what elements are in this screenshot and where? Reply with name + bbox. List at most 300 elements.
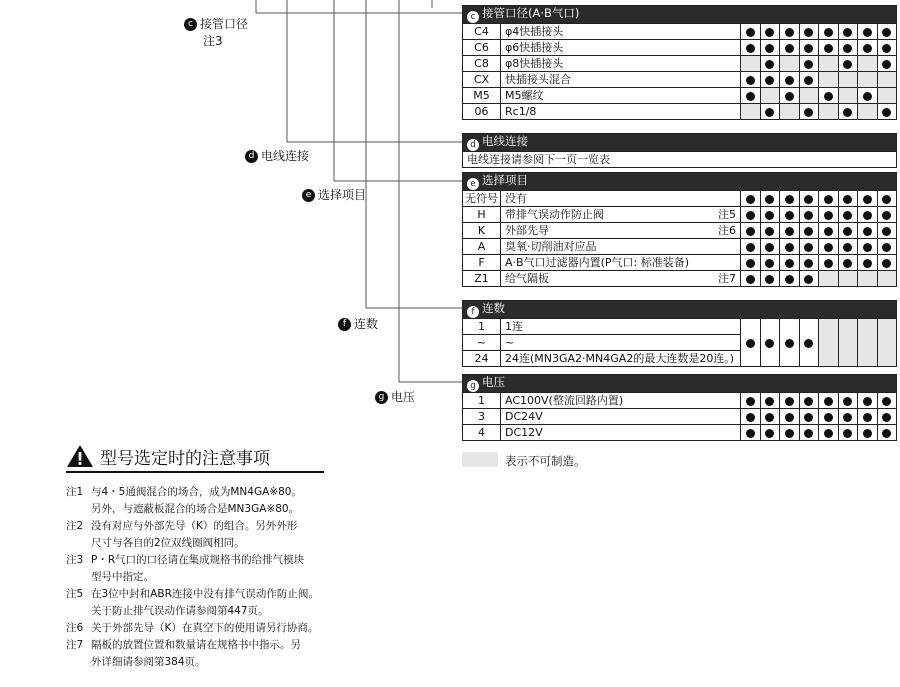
- option-desc-text: DC12V: [505, 426, 543, 439]
- option-desc: [501, 207, 741, 223]
- filled-dot-icon: [882, 44, 891, 53]
- note-item: [66, 518, 366, 552]
- filled-dot-icon: [843, 243, 852, 252]
- filled-dot-icon: [863, 195, 872, 204]
- table-stations: [462, 300, 897, 367]
- availability-cell: [819, 40, 839, 56]
- letter-f-icon: f: [467, 306, 479, 318]
- availability-cell: [858, 319, 878, 367]
- table-row: [463, 207, 897, 223]
- filled-dot-icon: [882, 429, 891, 438]
- note-line: 关于防止排气误动作请参阅第447页。: [91, 605, 269, 617]
- option-desc-text: 外部先导: [505, 224, 549, 237]
- availability-cell: [760, 255, 780, 271]
- option-desc-text: 臭氧·切削油对应品: [505, 240, 597, 253]
- filled-dot-icon: [765, 227, 774, 236]
- availability-cell: [760, 425, 780, 441]
- filled-dot-icon: [746, 397, 755, 406]
- filled-dot-icon: [824, 397, 833, 406]
- availability-cell: [741, 223, 761, 239]
- availability-cell: [858, 104, 878, 120]
- note-line: 外详细请参阅第384页。: [91, 656, 206, 668]
- table-header-e: [463, 173, 897, 191]
- letter-d-icon: d: [467, 139, 479, 151]
- filled-dot-icon: [863, 397, 872, 406]
- filled-dot-icon: [804, 275, 813, 284]
- label-wiring: [245, 149, 309, 163]
- note-body: [91, 586, 366, 620]
- availability-cell: [741, 207, 761, 223]
- letter-g-icon: g: [375, 391, 388, 404]
- option-note: 注6: [718, 224, 736, 237]
- availability-cell: [799, 255, 819, 271]
- note-body: [91, 620, 366, 637]
- filled-dot-icon: [843, 108, 852, 117]
- option-code: F: [463, 255, 501, 271]
- letter-c-icon: c: [184, 18, 197, 31]
- filled-dot-icon: [882, 413, 891, 422]
- table-title-c: 接管口径(A·B气口): [482, 6, 580, 20]
- option-desc: [501, 271, 741, 287]
- table-row: [463, 409, 897, 425]
- note-line: 另外，与遮蔽板混合的场合是MN3GA※80。: [91, 503, 300, 515]
- note-item: [66, 620, 366, 637]
- filled-dot-icon: [804, 28, 813, 37]
- availability-cell: [799, 56, 819, 72]
- availability-cell: [877, 24, 897, 40]
- option-code: 24: [463, 351, 501, 367]
- availability-cell: [838, 88, 858, 104]
- table-title-e: 选择项目: [482, 173, 528, 187]
- legend-swatch: [462, 452, 498, 467]
- availability-cell: [877, 104, 897, 120]
- table-row: [463, 255, 897, 271]
- table-row: [463, 24, 897, 40]
- filled-dot-icon: [746, 92, 755, 101]
- table-row: [463, 152, 897, 168]
- availability-cell: [799, 319, 819, 367]
- availability-cell: [799, 271, 819, 287]
- filled-dot-icon: [785, 211, 794, 220]
- option-desc: 24连(MN3GA2·MN4GA2的最大连数是20连。): [501, 351, 741, 367]
- availability-cell: [819, 255, 839, 271]
- availability-cell: [799, 40, 819, 56]
- availability-cell: [858, 191, 878, 207]
- label-pipe-size: [184, 17, 248, 31]
- availability-cell: [877, 255, 897, 271]
- availability-cell: [799, 72, 819, 88]
- note-body: [91, 637, 366, 671]
- filled-dot-icon: [765, 397, 774, 406]
- availability-cell: [780, 319, 800, 367]
- note-key: 注1: [66, 486, 84, 498]
- availability-cell: [858, 425, 878, 441]
- availability-cell: [799, 88, 819, 104]
- filled-dot-icon: [746, 275, 755, 284]
- label-voltage-text: 电压: [391, 390, 416, 404]
- note-line: 隔板的放置位置和数量请在规格书中指示。另: [91, 639, 301, 651]
- filled-dot-icon: [824, 243, 833, 252]
- filled-dot-icon: [804, 108, 813, 117]
- filled-dot-icon: [785, 243, 794, 252]
- label-stations: [338, 317, 378, 331]
- availability-cell: [838, 425, 858, 441]
- option-desc: [501, 425, 741, 441]
- availability-cell: [838, 104, 858, 120]
- filled-dot-icon: [765, 108, 774, 117]
- filled-dot-icon: [863, 429, 872, 438]
- availability-cell: [799, 425, 819, 441]
- filled-dot-icon: [765, 413, 774, 422]
- availability-cell: [858, 207, 878, 223]
- filled-dot-icon: [765, 429, 774, 438]
- availability-cell: [838, 409, 858, 425]
- availability-cell: [819, 223, 839, 239]
- availability-cell: [741, 72, 761, 88]
- note-key: 注6: [66, 622, 84, 634]
- availability-cell: [858, 255, 878, 271]
- table-row: [463, 239, 897, 255]
- filled-dot-icon: [824, 44, 833, 53]
- option-desc: [501, 88, 741, 104]
- filled-dot-icon: [843, 413, 852, 422]
- availability-cell: [799, 239, 819, 255]
- availability-cell: [877, 207, 897, 223]
- option-note: 注7: [718, 272, 736, 285]
- filled-dot-icon: [824, 92, 833, 101]
- availability-cell: [760, 207, 780, 223]
- option-desc: [501, 409, 741, 425]
- availability-cell: [819, 239, 839, 255]
- filled-dot-icon: [843, 259, 852, 268]
- filled-dot-icon: [824, 195, 833, 204]
- availability-cell: [741, 425, 761, 441]
- filled-dot-icon: [746, 243, 755, 252]
- filled-dot-icon: [785, 339, 794, 348]
- filled-dot-icon: [882, 28, 891, 37]
- filled-dot-icon: [863, 259, 872, 268]
- table-title-f: 连数: [482, 301, 505, 315]
- filled-dot-icon: [746, 211, 755, 220]
- filled-dot-icon: [824, 259, 833, 268]
- availability-cell: [741, 56, 761, 72]
- option-desc-text: 快插接头混合: [505, 73, 571, 86]
- filled-dot-icon: [765, 60, 774, 69]
- availability-cell: [838, 72, 858, 88]
- availability-cell: [760, 191, 780, 207]
- filled-dot-icon: [765, 243, 774, 252]
- availability-cell: [799, 223, 819, 239]
- availability-cell: [819, 409, 839, 425]
- availability-cell: [838, 56, 858, 72]
- table-row: [463, 40, 897, 56]
- availability-cell: [858, 271, 878, 287]
- table-row: [463, 72, 897, 88]
- availability-cell: [760, 88, 780, 104]
- option-desc-text: M5螺纹: [505, 89, 544, 102]
- filled-dot-icon: [882, 259, 891, 268]
- table-row: [463, 191, 897, 207]
- availability-cell: [741, 24, 761, 40]
- availability-cell: [858, 239, 878, 255]
- availability-cell: [877, 72, 897, 88]
- letter-d-icon: d: [245, 150, 258, 163]
- filled-dot-icon: [804, 413, 813, 422]
- filled-dot-icon: [882, 60, 891, 69]
- availability-cell: [741, 88, 761, 104]
- filled-dot-icon: [843, 429, 852, 438]
- filled-dot-icon: [765, 211, 774, 220]
- note-line: 没有对应与外部先导（K）的组合。另外外形: [91, 520, 298, 532]
- availability-cell: [819, 393, 839, 409]
- availability-cell: [780, 24, 800, 40]
- availability-cell: [877, 271, 897, 287]
- table-title-g: 电压: [482, 375, 505, 389]
- availability-cell: [760, 271, 780, 287]
- filled-dot-icon: [804, 397, 813, 406]
- availability-cell: [858, 393, 878, 409]
- availability-cell: [877, 239, 897, 255]
- availability-cell: [780, 239, 800, 255]
- option-desc: [501, 40, 741, 56]
- filled-dot-icon: [882, 211, 891, 220]
- label-pipe-size-note: 注3: [203, 34, 223, 48]
- option-code: C6: [463, 40, 501, 56]
- table-header-c: [463, 6, 897, 24]
- availability-cell: [838, 207, 858, 223]
- availability-cell: [780, 56, 800, 72]
- warning-heading: [66, 441, 324, 473]
- filled-dot-icon: [824, 413, 833, 422]
- availability-cell: [780, 191, 800, 207]
- label-options-text: 选择项目: [318, 188, 367, 202]
- option-code: A: [463, 239, 501, 255]
- availability-cell: [799, 409, 819, 425]
- availability-cell: [760, 104, 780, 120]
- note-item: [66, 586, 366, 620]
- table-pipe-size: [462, 5, 897, 120]
- filled-dot-icon: [863, 243, 872, 252]
- filled-dot-icon: [746, 28, 755, 37]
- availability-cell: [780, 271, 800, 287]
- availability-cell: [741, 393, 761, 409]
- filled-dot-icon: [804, 243, 813, 252]
- option-desc: [501, 239, 741, 255]
- table-row: [463, 223, 897, 239]
- filled-dot-icon: [785, 195, 794, 204]
- availability-cell: [877, 40, 897, 56]
- letter-c-icon: c: [467, 11, 479, 23]
- table-wiring: [462, 133, 897, 168]
- option-desc-text: AC100V(整流回路内置): [505, 394, 624, 407]
- letter-f-icon: f: [338, 318, 351, 331]
- wiring-text: 电线连接请参阅下一页一览表: [463, 152, 897, 168]
- filled-dot-icon: [843, 227, 852, 236]
- filled-dot-icon: [765, 275, 774, 284]
- availability-cell: [799, 191, 819, 207]
- filled-dot-icon: [765, 28, 774, 37]
- table-header-f: [463, 301, 897, 319]
- availability-cell: [858, 223, 878, 239]
- filled-dot-icon: [863, 92, 872, 101]
- option-desc: [501, 223, 741, 239]
- filled-dot-icon: [824, 28, 833, 37]
- filled-dot-icon: [746, 413, 755, 422]
- availability-cell: [858, 88, 878, 104]
- note-line: 型号中指定。: [91, 571, 154, 583]
- filled-dot-icon: [863, 211, 872, 220]
- availability-cell: [780, 223, 800, 239]
- option-desc: [501, 104, 741, 120]
- table-row: [463, 319, 897, 335]
- availability-cell: [838, 24, 858, 40]
- note-item: [66, 637, 366, 671]
- availability-cell: [858, 24, 878, 40]
- note-line: P・R气口的口径请在集成规格书的给排气模块: [91, 554, 305, 566]
- option-desc-text: Rc1/8: [505, 105, 537, 118]
- filled-dot-icon: [882, 195, 891, 204]
- label-pipe-size-text: 接管口径: [200, 17, 249, 31]
- availability-cell: [819, 207, 839, 223]
- filled-dot-icon: [882, 227, 891, 236]
- note-key: 注5: [66, 588, 84, 600]
- filled-dot-icon: [746, 259, 755, 268]
- label-options: [302, 188, 366, 202]
- option-desc-text: φ4快插接头: [505, 25, 564, 38]
- filled-dot-icon: [843, 28, 852, 37]
- filled-dot-icon: [765, 44, 774, 53]
- availability-cell: [819, 425, 839, 441]
- option-code: K: [463, 223, 501, 239]
- table-voltage: [462, 374, 897, 441]
- option-desc: 1连: [501, 319, 741, 335]
- option-desc: [501, 56, 741, 72]
- availability-cell: [780, 393, 800, 409]
- availability-cell: [858, 40, 878, 56]
- availability-cell: [838, 255, 858, 271]
- option-code: C4: [463, 24, 501, 40]
- availability-cell: [858, 409, 878, 425]
- option-code: Z1: [463, 271, 501, 287]
- letter-e-icon: e: [302, 189, 315, 202]
- option-code: 无符号: [463, 191, 501, 207]
- label-stations-text: 连数: [354, 317, 379, 331]
- availability-cell: [877, 393, 897, 409]
- filled-dot-icon: [843, 397, 852, 406]
- availability-cell: [760, 72, 780, 88]
- label-voltage: [375, 390, 415, 404]
- filled-dot-icon: [804, 76, 813, 85]
- availability-cell: [819, 56, 839, 72]
- table-row: [463, 88, 897, 104]
- filled-dot-icon: [863, 44, 872, 53]
- note-key: 注7: [66, 639, 84, 651]
- option-desc: [501, 191, 741, 207]
- availability-cell: [780, 72, 800, 88]
- option-code: 4: [463, 425, 501, 441]
- filled-dot-icon: [804, 60, 813, 69]
- availability-cell: [760, 409, 780, 425]
- table-title-d: 电线连接: [482, 134, 528, 148]
- availability-cell: [799, 104, 819, 120]
- filled-dot-icon: [746, 44, 755, 53]
- filled-dot-icon: [804, 259, 813, 268]
- note-line: 在3位中封和ABR连接中没有排气误动作防止阀。: [91, 588, 319, 600]
- filled-dot-icon: [804, 44, 813, 53]
- availability-cell: [838, 393, 858, 409]
- option-code: 3: [463, 409, 501, 425]
- note-line: 与4・5通阀混合的场合，成为MN4GA※80。: [91, 486, 302, 498]
- availability-cell: [819, 319, 839, 367]
- legend-text: 表示不可制造。: [505, 454, 586, 468]
- filled-dot-icon: [746, 429, 755, 438]
- availability-cell: [838, 239, 858, 255]
- availability-cell: [819, 271, 839, 287]
- availability-cell: [838, 40, 858, 56]
- option-desc: [501, 393, 741, 409]
- note-line: 关于外部先导（K）在真空下的使用请另行协商。: [91, 622, 319, 634]
- availability-cell: [838, 223, 858, 239]
- filled-dot-icon: [785, 413, 794, 422]
- option-code: C8: [463, 56, 501, 72]
- filled-dot-icon: [882, 243, 891, 252]
- option-code: 1: [463, 319, 501, 335]
- availability-cell: [780, 207, 800, 223]
- availability-cell: [780, 425, 800, 441]
- availability-cell: [780, 255, 800, 271]
- availability-cell: [819, 24, 839, 40]
- availability-cell: [838, 271, 858, 287]
- option-desc: ~: [501, 335, 741, 351]
- filled-dot-icon: [746, 195, 755, 204]
- option-code: 1: [463, 393, 501, 409]
- availability-cell: [838, 191, 858, 207]
- letter-g-icon: g: [467, 380, 479, 392]
- option-code: CX: [463, 72, 501, 88]
- table-row: [463, 425, 897, 441]
- filled-dot-icon: [785, 259, 794, 268]
- option-desc-text: DC24V: [505, 410, 543, 423]
- option-code: H: [463, 207, 501, 223]
- availability-cell: [877, 425, 897, 441]
- table-row: [463, 393, 897, 409]
- option-desc: [501, 72, 741, 88]
- filled-dot-icon: [785, 76, 794, 85]
- note-body: [91, 552, 366, 586]
- filled-dot-icon: [824, 227, 833, 236]
- availability-cell: [741, 191, 761, 207]
- filled-dot-icon: [765, 339, 774, 348]
- availability-cell: [760, 239, 780, 255]
- option-note: 注5: [718, 208, 736, 221]
- option-desc-text: φ8快插接头: [505, 57, 564, 70]
- option-desc: [501, 255, 741, 271]
- option-code: M5: [463, 88, 501, 104]
- filled-dot-icon: [785, 275, 794, 284]
- availability-cell: [760, 56, 780, 72]
- availability-cell: [819, 191, 839, 207]
- note-line: 尺寸与各自的2位双线圈阀相同。: [91, 537, 245, 549]
- availability-cell: [877, 56, 897, 72]
- availability-cell: [858, 72, 878, 88]
- table-header-d: [463, 134, 897, 152]
- label-wiring-text: 电线连接: [261, 149, 310, 163]
- warning-notes: [66, 484, 366, 671]
- filled-dot-icon: [785, 28, 794, 37]
- filled-dot-icon: [804, 429, 813, 438]
- filled-dot-icon: [765, 76, 774, 85]
- warning-triangle-icon: [66, 444, 94, 468]
